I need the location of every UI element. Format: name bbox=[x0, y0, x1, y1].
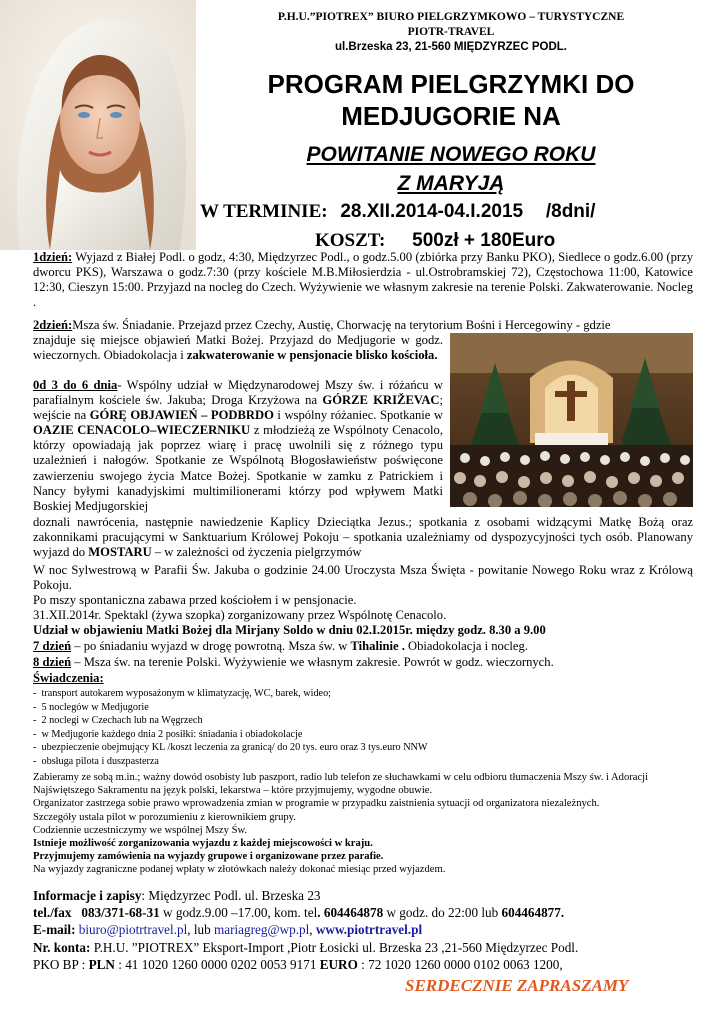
cost-value: 500zł + 180Euro bbox=[412, 230, 556, 251]
day7-paragraph: 7 dzień – po śniadaniu wyjazd w drogę powrotną. Msza św. w Tihalinie . Obiadokolacja i nocleg. bbox=[33, 639, 528, 653]
note-documents: Zabieramy ze sobą m.in.; ważny dowód osobisty lub paszport, radio lub telefon ze słuchawkami w celu odbioru tłumaczenia Mszy św. i Adoracji Najświętszego Sakramentu na język polski, lekarstwa – które przyjmujemy, wygodne obuwie. bbox=[33, 772, 649, 797]
days3to6-label: 0d 3 do 6 dnia bbox=[33, 378, 118, 392]
note-groups: Przyjmujemy zamówienia na wyjazdy grupowe i organizowane przez parafie. bbox=[33, 851, 384, 863]
notes-block bbox=[33, 771, 693, 877]
mobile-1[interactable]: . 604464878 bbox=[317, 905, 384, 921]
note-payment: Na wyjazdy zagraniczne podanej wpłaty w złotówkach należy dokonać miesiąc przed wyjazdem. bbox=[33, 864, 446, 876]
day7-label: 7 dzień bbox=[33, 639, 72, 653]
website-link[interactable]: www.piotrtravel.pl bbox=[315, 922, 423, 938]
list-item: - transport autokarem wyposażonym w klimatyzację, WC, barek, wideo; bbox=[33, 688, 332, 699]
day2-continued: znajduje się miejsce objawień Matki Bożej. Przyjazd do Medjugorie w godz. wieczornych. Obiadokolacja i zakwaterowanie w pensjonacie blisko kościoła. bbox=[33, 333, 443, 363]
days3to6-paragraph: 0d 3 do 6 dnia- Wspólny udział w Międzynarodowej Mszy św. i różańcu w parafialnym kościele św. Jakuba; Droga Krzyżowa na GÓRZE KRIŽEVAC; wejście na GÓRĘ OBJAWIEŃ – PODBRDO i wspólny różaniec. Spotkanie w OAZIE CENACOLO–WIECZERNIKU z młodzieżą ze Wspólnoty Cenacolo, którzy opowiadają jak poprzez wiarę i pracę uwolnili się z różnego typu uzależnień i nałogów. Spotkanie ze Wspólnotą Błogosławieństw poświęcone zawierzeniu swojego życia Matce Bożej. Spotkanie w zamku z Patrickiem i Nancy byłymi kanadyjskimi multimilionerami którzy pod wpływem Matki Boskiej Medjugorskiej bbox=[33, 378, 444, 513]
day1-paragraph: 1dzień: Wyjazd z Białej Podl. o godz, 4:30, Międzyrzec Podl., o godz.5.00 (zbiórka przy Banku PKO), Siedlece o godz.6.00 (przy dworcu PKS), Warszawa o godz.7:30 (przy kościele M.B.Miłosierdzia - ul.Ostrobramskiej 72), Częstochowa 11:00, Katowice 12:30, Cieszyn 15:00. Przyjazd na nocleg do Czech. Wyżywienie we własnym zakresie na terenie Polski. Zakwaterowanie. Nocleg . bbox=[33, 250, 693, 310]
pln-account: : 41 1020 1260 0000 0202 0053 9171 bbox=[114, 956, 320, 972]
email-link-biuro[interactable]: biuro@piotrtravel.pl bbox=[78, 922, 188, 938]
list-item: - obsługa pilota i duszpasterza bbox=[33, 755, 159, 767]
contact-info: Informacje i zapisy: Międzyrzec Podl. ul. Brzeska 23 bbox=[33, 888, 321, 903]
list-item: - ubezpieczenie obejmujący KL /koszt leczenia za granicą/ do 20 tys. euro oraz 3 tys.euro NNW bbox=[33, 742, 428, 754]
page-title: PROGRAM PIELGRZYMKI DO MEDJUGORIE NA bbox=[267, 69, 635, 131]
trip-cost: KOSZT: 500zł + 180Euro bbox=[315, 230, 556, 251]
footer-invitation: SERDECZNIE ZAPRASZAMY bbox=[405, 976, 629, 995]
contact-block bbox=[33, 887, 713, 973]
company-name: P.H.U.”PIOTREX” BIURO PIELGRZYMKOWO – TURYSTYCZNE bbox=[277, 11, 625, 23]
mobile-2[interactable]: 604464877. bbox=[501, 905, 565, 921]
day8-paragraph: 8 dzień – Msza św. na terenie Polski. Wyżywienie we własnym zakresie. Powrót w godz. wieczornych. bbox=[33, 655, 554, 669]
list-item: - 5 noclegów w Medjugorie bbox=[33, 701, 149, 713]
list-item: - 2 noclegi w Czechach lub na Węgrzech bbox=[33, 715, 203, 727]
note-mass: Codziennie uczestniczymy we wspólnej Mszy Św. bbox=[33, 824, 248, 836]
day8-label: 8 dzień bbox=[33, 655, 72, 669]
term-days: /8dni/ bbox=[545, 201, 596, 222]
bank-accounts: PKO BP : PLN : 41 1020 1260 0000 0202 0053 9171 EURO : 72 1020 1260 0000 0102 0063 1200, bbox=[33, 956, 563, 972]
account-info: Nr. konta: P.H.U. ”PIOTREX” Eksport-Import ,Piotr Łosicki ul. Brzeska 23 ,21-560 Międzyrzec Podl. bbox=[33, 939, 579, 955]
eur-account: : 72 1020 1260 0000 0102 0063 1200, bbox=[357, 956, 563, 972]
company-header bbox=[196, 10, 706, 55]
contact-phone: tel./fax 083/371-68-31 w godz.9.00 –17.00, kom. tel. 604464878 w godz. do 22:00 lub 604464877. bbox=[33, 905, 565, 921]
note-details: Szczegóły ustala pilot w porozumieniu z kierownikiem grupy. bbox=[33, 811, 296, 823]
note-changes: Organizator zastrzega sobie prawo wprowadzenia zmian w programie w przypadku zaistnienia sytuacji od organizatora niezależnych. bbox=[33, 798, 600, 810]
services-heading: Świadczenia: bbox=[33, 671, 104, 685]
company-subname: PIOTR-TRAVEL bbox=[407, 26, 495, 38]
page-subtitle: POWITANIE NOWEGO ROKU Z MARYJĄ bbox=[306, 143, 596, 195]
company-address: ul.Brzeska 23, 21-560 MIĘDZYRZEC PODL. bbox=[335, 41, 567, 53]
list-item: - w Medjugorie każdego dnia 2 posiłki: śniadania i obiadokolacje bbox=[33, 728, 303, 740]
email-link-mariagreg[interactable]: mariagreg@wp.pl bbox=[214, 922, 310, 938]
day1-label: 1dzień: bbox=[33, 250, 73, 264]
note-departure: Istnieje możliwość zorganizowania wyjazdu z każdej miejscowości w kraju. bbox=[33, 838, 373, 850]
trip-term: W TERMINIE: 28.XII.2014-04.I.2015 /8dni/ bbox=[200, 201, 596, 222]
madonna-image bbox=[0, 0, 196, 250]
church-photo bbox=[450, 333, 693, 507]
phone-number[interactable]: 083/371-68-31 bbox=[81, 905, 160, 921]
days3to6-continued: doznali nawrócenia, następnie nawiedzenie Kaplicy Dzieciątka Jezus.; spotkania z osobami widzącymi Matkę Bożą oraz zakonnikami pracującymi w Sanktuarium Królowej Pokoju – spotkania uzależniamy od dyspozycyjności tych osób. Planowany wyjazd do MOSTARU – w zależności od życzenia pielgrzymów bbox=[33, 515, 693, 560]
term-dates: 28.XII.2014-04.I.2015 bbox=[340, 201, 524, 222]
new-year-paragraph: W noc Sylwestrową w Parafii Św. Jakuba o godzinie 24.00 Uroczysta Msza Święta - powitanie Nowego Roku wraz z Królową Pokoju. Po mszy spontaniczna zabawa przed kościołem i w pensjonacie. 31.XII.2014r. Spektakl (żywa szopka) zorganizowany przez Wspólnotę Cenacolo. Udział w objawieniu Matki Bożej dla Mirjany Soldo w dniu 02.I.2015r. między godz. 8.30 a 9.00 bbox=[33, 563, 693, 638]
day2-paragraph: 2dzień:Msza św. Śniadanie. Przejazd przez Czechy, Austię, Chorwację na terytorium Bośni i Hercegowiny - gdzie bbox=[33, 318, 611, 332]
contact-email: E-mail: biuro@piotrtravel.pl, lub mariagreg@wp.pl, www.piotrtravel.pl bbox=[33, 922, 423, 938]
day2-label: 2dzień: bbox=[33, 318, 73, 332]
services-list bbox=[33, 687, 693, 769]
